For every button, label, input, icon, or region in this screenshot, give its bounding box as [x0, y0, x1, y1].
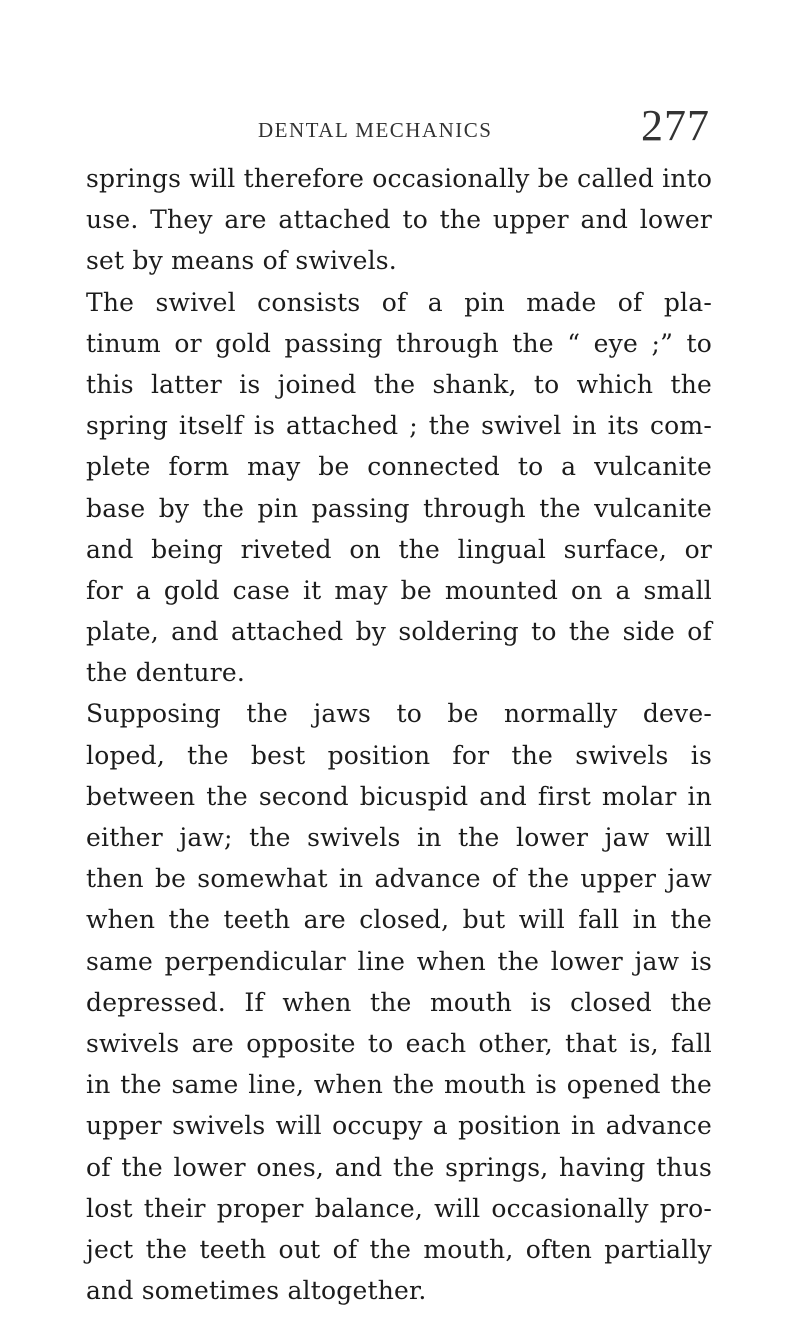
text-line: plete form may be connected to a vulcanite	[86, 452, 712, 482]
text-line: use. They are attached to the upper and lower	[86, 205, 712, 235]
text-line: tinum or gold passing through the “ eye ;” to	[86, 328, 712, 358]
text-line: set by means of swivels.	[86, 246, 397, 276]
text-line: ject the teeth out of the mouth, often partially	[86, 1234, 712, 1264]
text-line: either jaw; the swivels in the lower jaw will	[86, 823, 712, 852]
text-line: for a gold case it may be mounted on a small	[86, 575, 712, 605]
text-line: when the teeth are closed, but will fall in the	[86, 905, 712, 935]
text-line: the denture.	[86, 658, 246, 688]
running-title: DENTAL MECHANICS	[258, 118, 493, 142]
text-line: spring itself is attached ; the swivel in its com-	[86, 411, 712, 441]
text-line: and sometimes altogether.	[86, 1276, 427, 1306]
text-line: then be somewhat in advance of the upper jaw	[86, 864, 712, 894]
text-line: of the lower ones, and the springs, having thus	[86, 1152, 712, 1182]
text-line: depressed. If when the mouth is closed the	[86, 987, 712, 1017]
text-line: between the second bicuspid and first molar in	[86, 781, 712, 811]
text-line: lost their proper balance, will occasionally pro-	[86, 1193, 712, 1223]
text-line: and being riveted on the lingual surface, or	[86, 534, 712, 564]
text-line: base by the pin passing through the vulcanite	[86, 493, 712, 523]
text-line: loped, the best position for the swivels is	[86, 740, 712, 770]
text-line: upper swivels will occupy a position in advance	[86, 1111, 712, 1141]
body-text	[86, 158, 712, 1311]
text-line: in the same line, when the mouth is opened the	[86, 1070, 712, 1100]
text-line: plate, and attached by soldering to the side of	[86, 617, 712, 647]
page-number: 277	[641, 101, 710, 150]
running-head	[258, 101, 710, 150]
text-line: Supposing the jaws to be normally deve-	[86, 699, 712, 729]
text-line: springs will therefore occasionally be called into	[86, 164, 713, 193]
text-line: The swivel consists of a pin made of pla-	[86, 287, 712, 317]
text-line: swivels are opposite to each other, that is, fall	[86, 1028, 712, 1058]
text-line: same perpendicular line when the lower jaw is	[86, 946, 712, 976]
text-line: this latter is joined the shank, to which the	[86, 369, 712, 399]
